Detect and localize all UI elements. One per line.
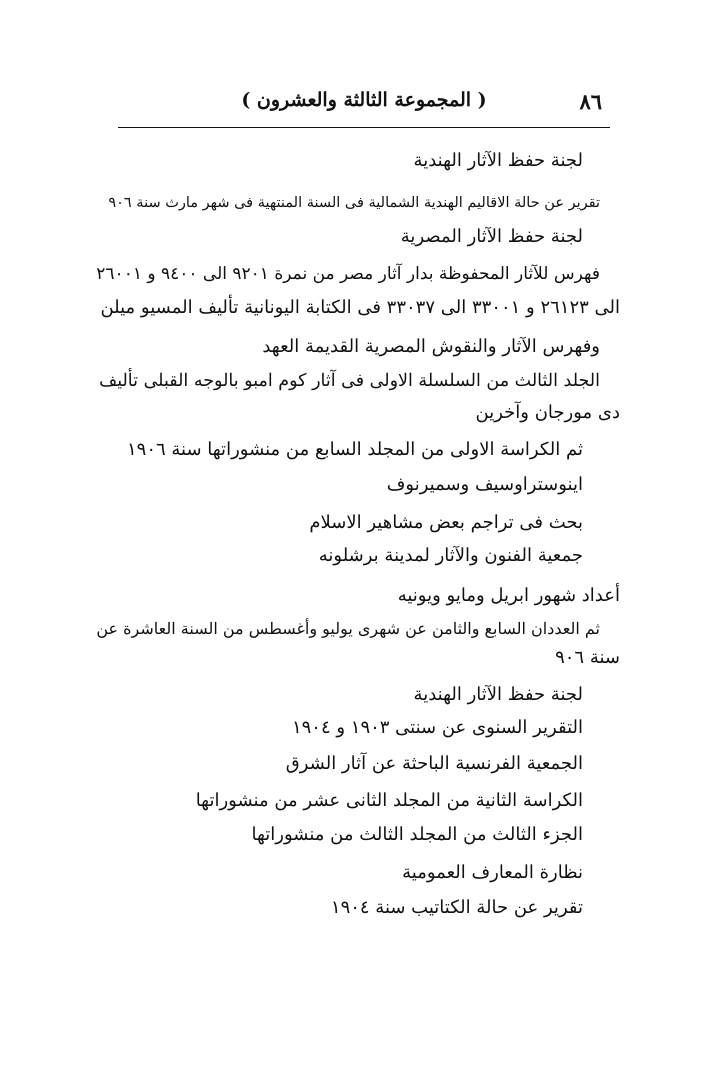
- text-line-16: لجنة حفظ الآثار الهندية: [413, 684, 583, 705]
- text-line-7: الجلد الثالث من السلسلة الاولى فى آثار كوم امبو بالوجه القبلى تأليف: [99, 371, 600, 391]
- text-line-22: تقرير عن حالة الكتاتيب سنة ١٩٠٤: [330, 897, 583, 918]
- text-line-12: جمعية الفنون والآثار لمدينة برشلونه: [318, 545, 583, 566]
- text-line-4: فهرس للآثار المحفوظة بدار آثار مصر من نمرة ٩٢٠١ الى ٩٤٠٠ و ٢٦٠٠١: [96, 264, 600, 284]
- running-title: ( المجموعة الثالثة والعشرون ): [241, 89, 487, 111]
- header-rule: [118, 127, 610, 128]
- text-line-6: وفهرس الآثار والنقوش المصرية القديمة العهد: [262, 336, 600, 357]
- page-header: [118, 85, 610, 125]
- text-line-8: دى مورجان وآخرين: [475, 402, 620, 423]
- text-line-11: بحث فى تراجم بعض مشاهير الاسلام: [309, 512, 583, 533]
- text-line-20: الجزء الثالث من المجلد الثالث من منشوراتها: [251, 824, 583, 845]
- text-line-10: اينوستراوسيف وسميرنوف: [386, 474, 583, 495]
- text-line-1: لجنة حفظ الآثار الهندية: [413, 150, 583, 171]
- text-line-21: نظارة المعارف العمومية: [402, 862, 583, 883]
- text-line-18: الجمعية الفرنسية الباحثة عن آثار الشرق: [285, 753, 583, 774]
- text-line-13: أعداد شهور ابريل ومايو ويونيه: [397, 585, 620, 606]
- text-line-14: ثم العددان السابع والثامن عن شهرى يوليو وأغسطس من السنة العاشرة عن: [96, 619, 600, 638]
- text-line-3: لجنة حفظ الآثار المصرية: [400, 226, 583, 247]
- page-number: ٨٦: [579, 89, 602, 114]
- text-line-17: التقرير السنوى عن سنتى ١٩٠٣ و ١٩٠٤: [291, 717, 583, 738]
- text-line-2: تقرير عن حالة الاقاليم الهندية الشمالية فى السنة المنتهية فى شهر مارث سنة ٩٠٦: [108, 195, 600, 211]
- text-line-15: سنة ٩٠٦: [555, 647, 620, 668]
- text-line-19: الكراسة الثانية من المجلد الثانى عشر من منشوراتها: [195, 790, 583, 811]
- text-line-9: ثم الكراسة الاولى من المجلد السابع من منشوراتها سنة ١٩٠٦: [127, 439, 583, 460]
- text-line-5: الى ٢٦١٢٣ و ٣٣٠٠١ الى ٣٣٠٣٧ فى الكتابة اليونانية تأليف المسيو ميلن: [100, 297, 620, 318]
